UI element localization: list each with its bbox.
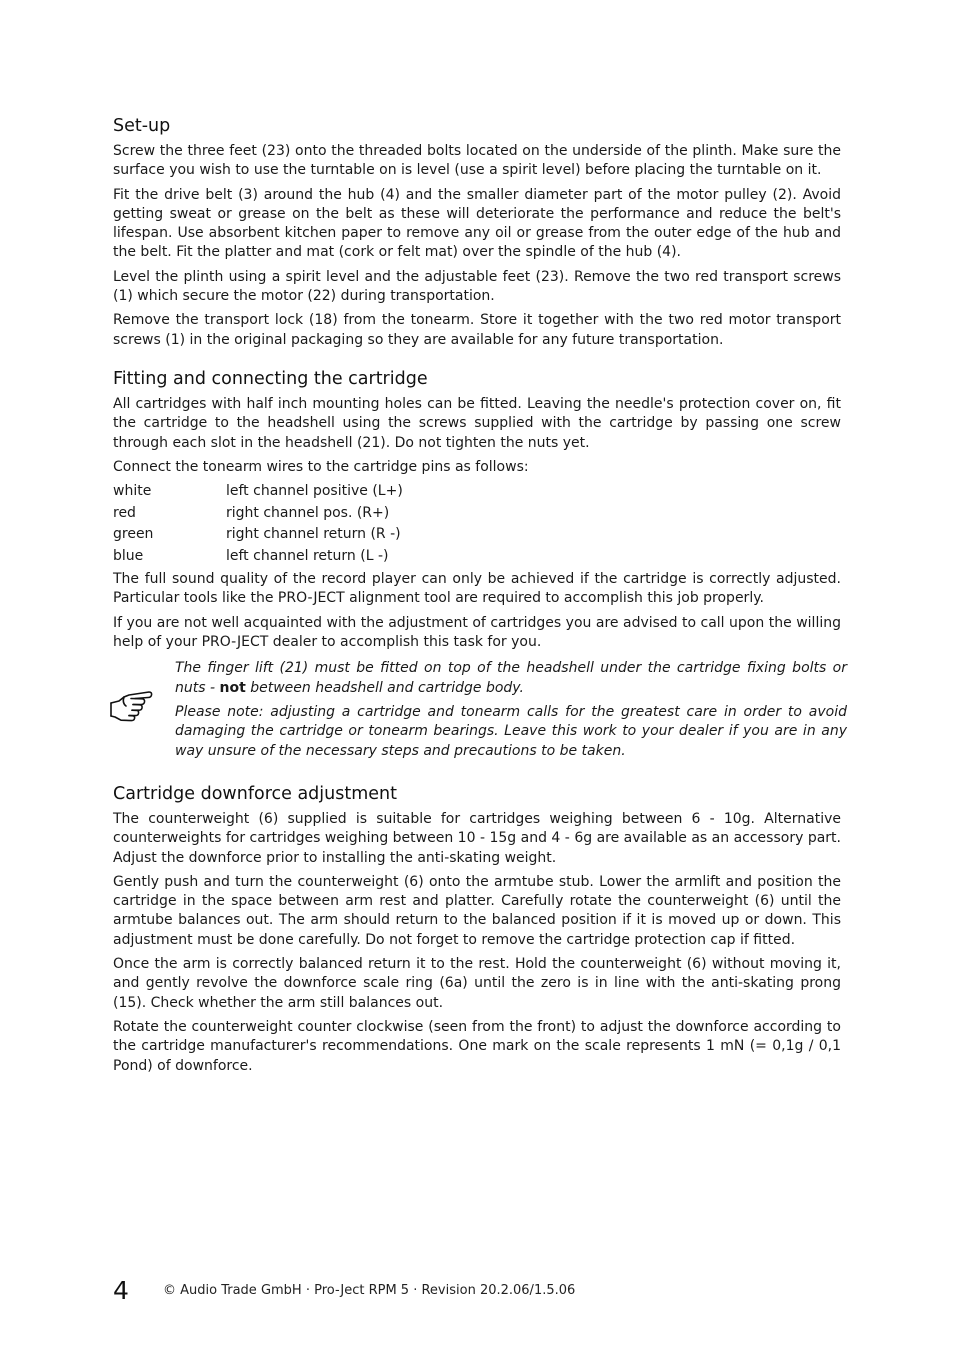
wire-row — [113, 547, 403, 569]
setup-paragraph-3: Level the plinth using a spirit level and the adjustable feet (23). Remove the two red transport screws (1) which secure the motor (22) during transportation. — [113, 268, 841, 305]
wire-color: red — [113, 504, 136, 521]
cartridge-paragraph-2: Connect the tonearm wires to the cartridge pins as follows: — [113, 458, 529, 475]
wire-color: green — [113, 526, 154, 543]
wire-color: blue — [113, 547, 144, 564]
cartridge-paragraph-3: The full sound quality of the record player can only be achieved if the cartridge is correctly adjusted. Particular tools like the PRO-JECT alignment tool are required to accomplish this job properly. — [113, 571, 841, 607]
setup-section — [113, 115, 841, 350]
note-care-warning: Please note: adjusting a cartridge and tonearm calls for the greatest care in order to avoid damaging the cartridge or tonearm bearings. Leave this work to your dealer if you are in any way unsure of the necessary steps and precautions to be taken. — [175, 703, 847, 759]
wire-description: left channel positive (L+) — [226, 483, 403, 500]
downforce-section — [113, 783, 841, 1076]
wire-description: left channel return (L -) — [226, 547, 389, 564]
wire-row — [113, 525, 403, 547]
wire-color-table — [113, 482, 403, 568]
wire-row — [113, 482, 403, 504]
cartridge-heading: Fitting and connecting the cartridge — [113, 369, 428, 389]
setup-paragraph-2: Fit the drive belt (3) around the hub (4) and the smaller diameter part of the motor pulley (2). Avoid getting sweat or grease on the belt as these will deteriorate the performance and reduce the belt's lifespan. Use absorbent kitchen paper to remove any oil or grease from the outer edge of the hub and the belt. Fit the platter and mat (cork or felt mat) over the spindle of the hub (4). — [113, 186, 841, 261]
pointing-hand-icon — [109, 689, 153, 723]
note-text-part: between headshell and cartridge body. — [245, 679, 524, 696]
cartridge-paragraph-1: All cartridges with half inch mounting holes can be fitted. Leaving the needle's protection cover on, fit the cartridge to the headshell using the screws supplied with the cartridge by passing one screw through each slot in the headshell (21). Do not tighten the nuts yet. — [113, 396, 841, 451]
downforce-paragraph-3: Once the arm is correctly balanced return it to the rest. Hold the counterweight (6) without moving it, and gently revolve the downforce scale ring (6a) until the zero is in line with the anti-skating prong (15). Check whether the arm still balances out. — [113, 956, 841, 1011]
page-number: 4 — [113, 1276, 129, 1305]
downforce-paragraph-2: Gently push and turn the counterweight (6) onto the armtube stub. Lower the armlift and position the cartridge in the space between arm rest and platter. Carefully rotate the counterweight (6) until the armtube balances out. The arm should return to the balanced position if it is moved up or down. This adjustment must be done carefully. Do not forget to remove the cartridge protection cap if fitted. — [113, 873, 841, 948]
downforce-heading: Cartridge downforce adjustment — [113, 784, 397, 804]
wire-description: right channel return (R -) — [226, 526, 401, 543]
setup-paragraph-4: Remove the transport lock (18) from the tonearm. Store it together with the two red motor transport screws (1) in the original packaging so they are available for any future transportation. — [113, 312, 841, 348]
downforce-paragraph-1: The counterweight (6) supplied is suitable for cartridges weighing between 6 - 10g. Alternative counterweights for cartridges weighing between 10 - 15g and 4 - 6g are available as an accessory part. Adjust the downforce prior to installing the anti-skating weight. — [113, 811, 841, 866]
setup-heading: Set-up — [113, 116, 171, 136]
copyright-line: © Audio Trade GmbH · Pro-Ject RPM 5 · Revision 20.2.06/1.5.06 — [163, 1283, 576, 1298]
note-finger-lift — [175, 659, 847, 698]
note-text — [175, 659, 847, 760]
note-emphasis: not — [219, 679, 246, 696]
note-text-part: The finger lift (21) must be fitted on top of the headshell under the cartridge fixing bolts or nuts - — [175, 660, 847, 696]
setup-paragraph-1: Screw the three feet (23) onto the threaded bolts located on the underside of the plinth. Make sure the surface you wish to use the turntable on is level (use a spirit level) before placing the turntable on it. — [113, 143, 841, 179]
cartridge-paragraph-4: If you are not well acquainted with the adjustment of cartridges you are advised to call upon the willing help of your PRO-JECT dealer to accomplish this task for you. — [113, 614, 841, 651]
cartridge-section — [113, 368, 847, 761]
wire-color: white — [113, 483, 152, 500]
page-footer — [113, 1276, 841, 1306]
wire-description: right channel pos. (R+) — [226, 504, 390, 521]
note-block — [113, 659, 847, 760]
downforce-paragraph-4: Rotate the counterweight counter clockwise (seen from the front) to adjust the downforce according to the cartridge manufacturer's recommendations. One mark on the scale represents 1 mN (= 0,1g / 0,1 Pond) of downforce. — [113, 1018, 841, 1074]
wire-row — [113, 504, 403, 526]
